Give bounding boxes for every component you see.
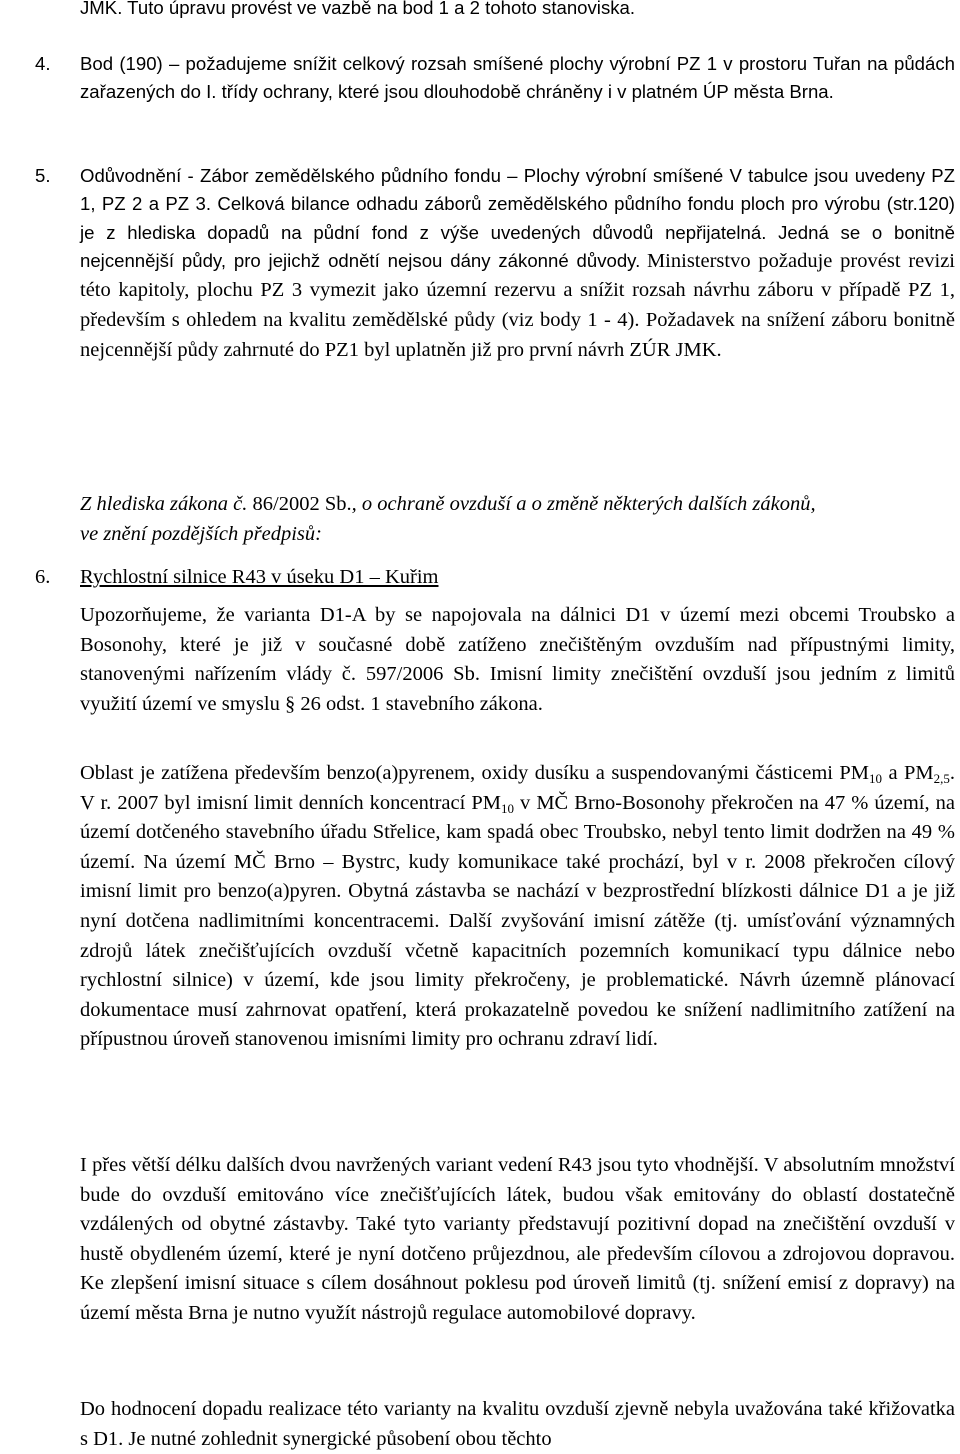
paragraph-2-sub-1: 10	[869, 771, 883, 786]
paragraph-2	[80, 759, 955, 1055]
item-6-heading	[80, 563, 955, 593]
item-6	[35, 563, 955, 593]
item-5-body	[80, 162, 955, 365]
law-heading-rest-1: , o ochraně ovzduší a o změně některých dalších zákonů,	[351, 493, 816, 515]
paragraph-2-d: v MČ Brno-Bosonohy překročen na 47 % území, na území dotčeného stavebního úřadu Střelice, kam spadá obec Troubsko, nebyl tento limit dodržen na 49 % území. Na území MČ Brno – Bystrc, kudy komunikace také prochází, byl v r. 2008 překročen cílový imisní limit pro benzo(a)pyren. Obytná zástavba se nachází v bezprostřední blízkosti dálnice D1 a je již nyní dotčena nadlimitními koncentracemi. Další zvyšování imisní zátěže (tj. umísťování významných zdrojů látek znečišťujících ovzduší včetně kapacitních pozemních komunikací typu dálnice nebo rychlostní silnice) v území, kde jsou limity překročeny, je problematické. Návrh územně plánovací dokumentace musí zahrnovat opatření, která prokazatelně povedou ke snížení nadlimitního zatížení na přípustnou úroveň stanovenou imisními limity pro ochranu zdraví lidí.	[80, 791, 955, 1051]
item-5-text-serif: Ministerstvo požaduje provést revizi této kapitoly, plochu PZ 3 vymezit jako územní rezervu a snížit rozsah návrhu záboru v případě PZ 1, především s ohledem na kvalitu zemědělské půdy (viz body 1 - 4). Požadavek na snížení záboru bonitně nejcennější půdy zahrnuté do PZ1 byl uplatněn již pro první návrh ZÚR JMK.	[80, 249, 955, 361]
intro-line: JMK. Tuto úpravu provést ve vazbě na bod 1 a 2 tohoto stanoviska.	[80, 0, 636, 18]
paragraph-2-a: Oblast je zatížena především benzo(a)pyrenem, oxidy dusíku a suspendovanými částicemi PM	[80, 762, 870, 784]
law-heading-rest-2: ve znění pozdějších předpisů:	[80, 522, 322, 545]
law-heading	[80, 490, 960, 549]
item-4	[35, 50, 955, 107]
law-heading-number: 86/2002 Sb.	[252, 493, 352, 515]
paragraph-2-c: . V r. 2007 byl imisní limit denních koncentrací PM	[80, 762, 956, 814]
paragraph-2-b: a PM	[882, 762, 934, 784]
item-4-number: 4.	[35, 53, 51, 74]
paragraph-4: Do hodnocení dopadu realizace této varianty na kvalitu ovzduší zjevně nebyla uvažována také křižovatka s D1. Je nutné zohlednit synergické působení obou těchto	[80, 1398, 955, 1450]
item-4-text: Bod (190) – požadujeme snížit celkový rozsah smíšené plochy výrobní PZ 1 v prostoru Tuřan na půdách zařazených do I. třídy ochrany, které jsou dlouhodobě chráněny i v platném ÚP města Brna.	[80, 53, 955, 103]
paragraph-2-sub-3: 10	[500, 800, 514, 816]
item-5-number: 5.	[35, 165, 51, 186]
paragraph-1: Upozorňujeme, že varianta D1-A by se napojovala na dálnici D1 v území mezi obcemi Troubsko a Bosonohy, které je již v současné době zatíženo znečištěným ovzduším nad přípustnými limity, stanovenými nařízením vlády č. 597/2006 Sb. Imisní limity znečištění ovzduší jsou jedním z limitů využití území ve smyslu § 26 odst. 1 stavebního zákona.	[80, 604, 955, 715]
item-6-heading-text: Rychlostní silnice R43 v úseku D1 – Kuřim	[80, 566, 439, 588]
item-5	[35, 162, 955, 365]
item-6-number: 6.	[35, 566, 51, 588]
paragraph-3: I přes větší délku dalších dvou navržených variant vedení R43 jsou tyto vhodnější. V absolutním množství bude do ovzduší emitováno více znečišťujících látek, budou však emitovány do oblastí dostatečně vzdálených od obytné zástavby. Také tyto varianty představují pozitivní dopad na znečištění ovzduší v hustě obydleném území, které je nyní dotčeno průjezdnou, ale především cílovou a zdrojovou dopravou. Ke zlepšení imisní situace s cílem dosáhnout poklesu pod úroveň limitů (tj. snížení emisí z dopravy) na území města Brna je nutno využít nástrojů regulace automobilové dopravy.	[80, 1154, 955, 1324]
law-heading-italic: Z hlediska zákona č.	[80, 493, 253, 515]
item-5-text: Odůvodnění - Zábor zemědělského půdního fondu – Plochy výrobní smíšené V tabulce jsou uvedeny PZ 1, PZ 2 a PZ 3. Celková bilance odhadu záborů zemědělského půdního fondu ploch pro výrobu (str.120) je z hlediska dopadů na půdní fond z výše uvedených důvodů nepřijatelná. Jedná se o bonitně nejcennější půdy, pro jejichž odnětí nejsou dány zákonné důvody.	[80, 165, 955, 271]
paragraph-2-sub-2: 2,5	[933, 771, 950, 786]
